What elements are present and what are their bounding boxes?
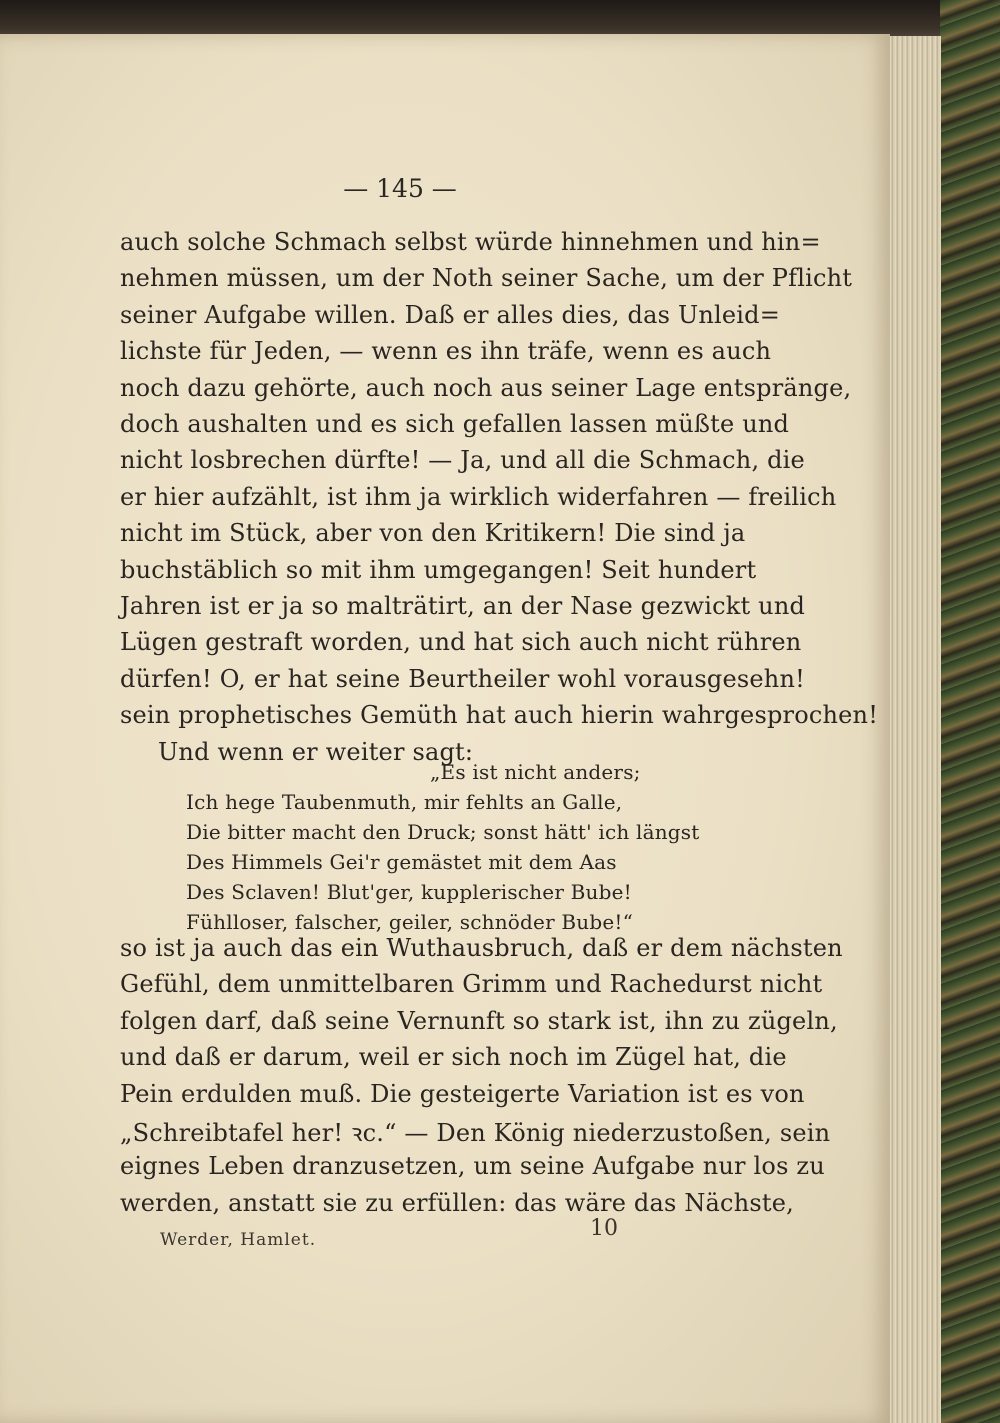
quote-line: Ich hege Taubenmuth, mir fehlts an Galle, — [186, 790, 623, 814]
text-line: Gefühl, dem unmittelbaren Grimm und Rachedurst nicht — [120, 970, 823, 999]
quote-line: „Es ist nicht anders; — [430, 760, 641, 784]
text-line: Jahren ist er ja so malträtirt, an der Nase gezwickt und — [120, 592, 806, 620]
text-line: seiner Aufgabe willen. Daß er alles dies, das Unleid= — [120, 300, 781, 329]
text-line: „Schreibtafel her! ꝛc.“ — Den König niederzustoßen, sein — [120, 1119, 831, 1147]
text-line: nicht losbrechen dürfte! — Ja, und all die Schmach, die — [120, 446, 805, 475]
text-line: sein prophetisches Gemüth hat auch hierin wahrgesprochen! — [120, 701, 879, 730]
text-line: noch dazu gehörte, auch noch aus seiner Lage entspränge, — [120, 373, 852, 402]
text-line: auch solche Schmach selbst würde hinnehmen und hin= — [120, 228, 821, 256]
marbled-cover-edge — [940, 0, 1000, 1423]
text-line: nicht im Stück, aber von den Kritikern! Die sind ja — [120, 519, 746, 548]
book-page — [0, 34, 890, 1423]
text-line: Und wenn er weiter sagt: — [158, 737, 474, 766]
text-line: Lügen gestraft worden, und hat sich auch nicht rühren — [120, 628, 802, 657]
quote-line: Des Himmels Gei'r gemästet mit dem Aas — [186, 850, 617, 874]
text-line: er hier aufzählt, ist ihm ja wirklich widerfahren — freilich — [120, 482, 837, 511]
text-line: dürfen! O, er hat seine Beurtheiler wohl vorausgesehn! — [120, 664, 805, 693]
quote-line: Die bitter macht den Druck; sonst hätt' ich längst — [186, 820, 700, 844]
text-line: nehmen müssen, um der Noth seiner Sache, um der Pflicht — [120, 264, 853, 293]
text-line: werden, anstatt sie zu erfüllen: das wäre das Nächste, — [120, 1188, 794, 1217]
page-number-header: — 145 — — [343, 174, 457, 203]
text-line: Pein erdulden muß. Die gesteigerte Variation ist es von — [120, 1079, 805, 1108]
text-line: lichste für Jeden, — wenn es ihn träfe, wenn es auch — [120, 337, 772, 366]
quote-line: Des Sclaven! Blut'ger, kupplerischer Bube! — [186, 880, 632, 904]
text-line: buchstäblich so mit ihm umgegangen! Seit hundert — [120, 555, 757, 584]
text-line: doch aushalten und es sich gefallen lassen müßte und — [120, 410, 790, 438]
text-line: eignes Leben dranzusetzen, um seine Aufgabe nur los zu — [120, 1152, 825, 1181]
signature-line: Werder, Hamlet. — [160, 1230, 317, 1250]
text-line: so ist ja auch das ein Wuthausbruch, daß er dem nächsten — [120, 934, 843, 962]
sheet-number: 10 — [590, 1216, 618, 1241]
text-line: folgen darf, daß seine Vernunft so stark ist, ihn zu zügeln, — [120, 1006, 838, 1035]
text-line: und daß er darum, weil er sich noch im Zügel hat, die — [120, 1043, 787, 1072]
quote-line: Fühlloser, falscher, geiler, schnöder Bube!“ — [186, 910, 634, 934]
